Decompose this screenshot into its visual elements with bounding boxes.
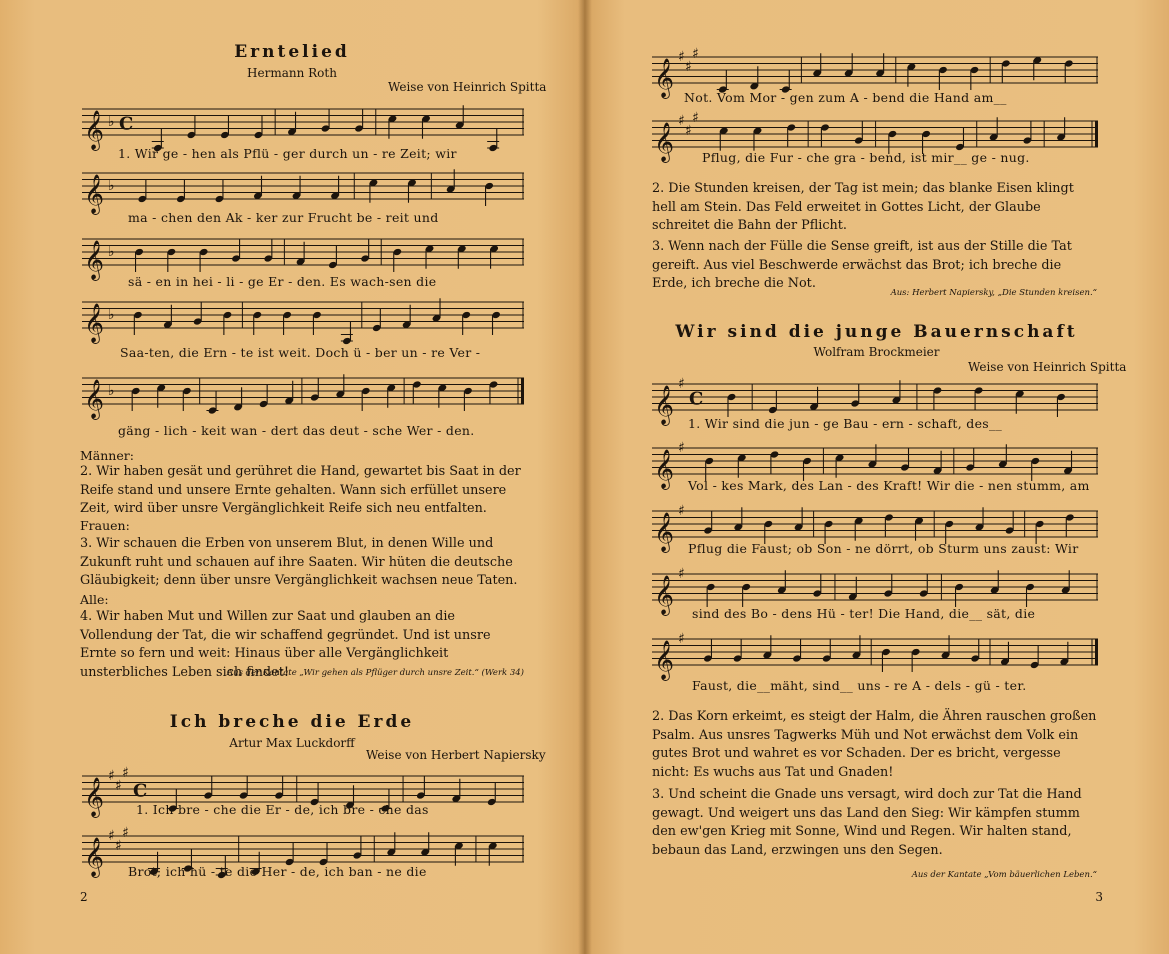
music-staff (82, 167, 524, 214)
treble-clef-icon: 𝄞 (654, 122, 675, 162)
music-staff (652, 631, 1098, 680)
common-time-sign: C (689, 388, 704, 410)
right-page (584, 0, 1169, 954)
sharp-sign: ♯ (692, 45, 699, 62)
treble-clef-icon: 𝄞 (84, 174, 105, 214)
treble-clef-icon: 𝄞 (654, 575, 675, 615)
music-staff (82, 296, 524, 343)
voice-label: Frauen: (80, 518, 130, 533)
sharp-sign: ♯ (108, 768, 115, 784)
page-number: 3 (1095, 890, 1103, 904)
song-title-bauernschaft: Wir sind die junge Bauernschaft (675, 322, 1078, 342)
flat-sign: ♭ (108, 244, 115, 260)
lyric-line: Pflug, die Fur - che gra - bend, ist mir__ ge - nug. (702, 150, 1030, 165)
verse-text: 3. Wenn nach der Fülle die Sense greift, ist aus der Stille die Tat gereift. Aus viel Beschwerde erwächst das Brot; ich breche die Erde, ich breche die Not. (652, 239, 1072, 291)
song-author: Wolfram Brockmeier (813, 345, 940, 359)
music-staff (82, 372, 524, 419)
sharp-sign: ♯ (122, 764, 129, 781)
lyric-line: sind des Bo - dens Hü - ter! Die Hand, die__ sät, die (692, 606, 1036, 621)
flat-sign: ♭ (108, 307, 115, 323)
song-composer: Weise von Heinrich Spitta (388, 80, 547, 94)
treble-clef-icon: 𝄞 (84, 110, 105, 150)
treble-clef-icon: 𝄞 (84, 777, 105, 817)
voice-label: Männer: (80, 448, 134, 463)
treble-clef-icon: 𝄞 (654, 385, 675, 425)
verse-text: 2. Wir haben gesät und gerühret die Hand, gewartet bis Saat in der Reife stand und unsere Ernte gehalten. Wann sich erfüllet unsere Zeit, wird über unsre Vergänglichkeit Reife sich neu entfalten. (80, 464, 521, 516)
song-composer: Weise von Herbert Napiersky (366, 748, 546, 762)
sharp-sign: ♯ (115, 777, 122, 794)
lyric-line: gäng - lich - keit wan - dert das deut - sche Wer - den. (118, 423, 475, 438)
sharp-sign: ♯ (108, 828, 115, 844)
lyric-line: Faust, die__mäht, sind__ uns - re A - dels - gü - ter. (692, 678, 1027, 693)
left-page (0, 0, 584, 954)
treble-clef-icon: 𝄞 (84, 303, 105, 343)
treble-clef-icon: 𝄞 (84, 240, 105, 280)
sharp-sign: ♯ (685, 58, 692, 75)
treble-clef-icon: 𝄞 (654, 512, 675, 552)
lyric-line: Vol - kes Mark, des Lan - des Kraft! Wir die - nen stumm, am (688, 478, 1090, 493)
lyric-line: 1. Wir ge - hen als Pflü - ger durch un - re Zeit; wir (118, 146, 457, 161)
flat-sign: ♭ (108, 114, 115, 130)
lyric-line: 1. Ich bre - che die Er - de, ich bre - che das (136, 802, 429, 817)
sharp-sign: ♯ (692, 109, 699, 126)
lyric-line: Brot; ich hü - te die Her - de, ich ban - ne die (128, 864, 427, 879)
sharp-sign: ♯ (115, 837, 122, 854)
treble-clef-icon: 𝄞 (654, 449, 675, 489)
sharp-sign: ♯ (685, 122, 692, 139)
treble-clef-icon: 𝄞 (654, 640, 675, 680)
lyric-line: Not. Vom Mor - gen zum A - bend die Hand am__ (684, 90, 1007, 105)
sharp-sign: ♯ (678, 440, 685, 456)
music-staff (82, 103, 524, 150)
sharp-sign: ♯ (678, 631, 685, 647)
verse-text: 2. Die Stunden kreisen, der Tag ist mein; das blanke Eisen klingt hell am Stein. Das Feld erweitet in Gottes Licht, der Glaube schreitet die Bahn der Pflicht. (652, 181, 1074, 233)
lyric-line: 1. Wir sind die jun - ge Bau - ern - schaft, des__ (688, 416, 1003, 431)
verse-text: 2. Das Korn erkeimt, es steigt der Halm, die Ähren rauschen großen Psalm. Aus unsres Tagwerks Müh und Not erwächst dem Volk ein gutes Brot und wahret es vor Schaden. Der es bricht, vergesse nicht: Es wuchs aus Tat und Gnaden! (652, 709, 1097, 780)
treble-clef-icon: 𝄞 (84, 379, 105, 419)
song-title-ich-breche: Ich breche die Erde (169, 712, 415, 732)
sharp-sign: ♯ (122, 824, 129, 841)
song-author: Hermann Roth (247, 66, 337, 80)
song-title-erntelied: Erntelied (234, 42, 350, 62)
lyric-line: Pflug die Faust; ob Son - ne dörrt, ob Sturm uns zaust: Wir (688, 541, 1079, 556)
verse-text: 3. Und scheint die Gnade uns versagt, wird doch zur Tat die Hand gewagt. Und weigert uns das Land den Sieg: Wir kämpfen stumm den ew'gen Krieg mit Sonne, Wind und Regen. Wir halten stand, bebaun das Land, erzwingen uns den Segen. (652, 787, 1082, 858)
sharp-sign: ♯ (678, 49, 685, 65)
common-time-sign: C (119, 113, 134, 135)
source-note: Aus der Kantate „Wir gehen als Pflüger durch unsre Zeit.“ (Werk 34) (227, 668, 524, 678)
common-time-sign: C (133, 780, 148, 802)
flat-sign: ♭ (108, 178, 115, 194)
verse-text: 4. Wir haben Mut und Willen zur Saat und glauben an die Vollendung der Tat, die wir schaffend gegründet. Und ist unsre Ernte so fern und weit: Hinaus über alle Vergänglichkeit unsterbliches Leben sich findet! (80, 609, 491, 680)
source-note: Aus: Herbert Napiersky, „Die Stunden kreisen.“ (890, 288, 1097, 298)
sharp-sign: ♯ (678, 113, 685, 129)
treble-clef-icon: 𝄞 (654, 58, 675, 98)
sharp-sign: ♯ (678, 503, 685, 519)
book-gutter (578, 0, 592, 954)
sharp-sign: ♯ (678, 566, 685, 582)
lyric-line: ma - chen den Ak - ker zur Frucht be - reit und (128, 210, 439, 225)
song-composer: Weise von Heinrich Spitta (968, 360, 1127, 374)
song-author: Artur Max Luckdorff (229, 736, 355, 750)
page-number: 2 (80, 890, 88, 904)
source-note: Aus der Kantate „Vom bäuerlichen Leben.“ (911, 870, 1097, 880)
sharp-sign: ♯ (678, 376, 685, 392)
lyric-line: Saa-ten, die Ern - te ist weit. Doch ü - ber un - re Ver - (120, 345, 481, 360)
lyric-line: sä - en in hei - li - ge Er - den. Es wach-sen die (128, 274, 437, 289)
treble-clef-icon: 𝄞 (84, 837, 105, 877)
flat-sign: ♭ (108, 383, 115, 399)
verse-text: 3. Wir schauen die Erben von unserem Blut, in denen Wille und Zukunft ruht und schauen auf ihre Saaten. Wir hüten die deutsche Gläubigkeit; denn über unsre Vergänglichkeit wachsen neue Taten. (80, 536, 518, 588)
music-staff (82, 233, 524, 280)
voice-label: Alle: (80, 592, 109, 607)
